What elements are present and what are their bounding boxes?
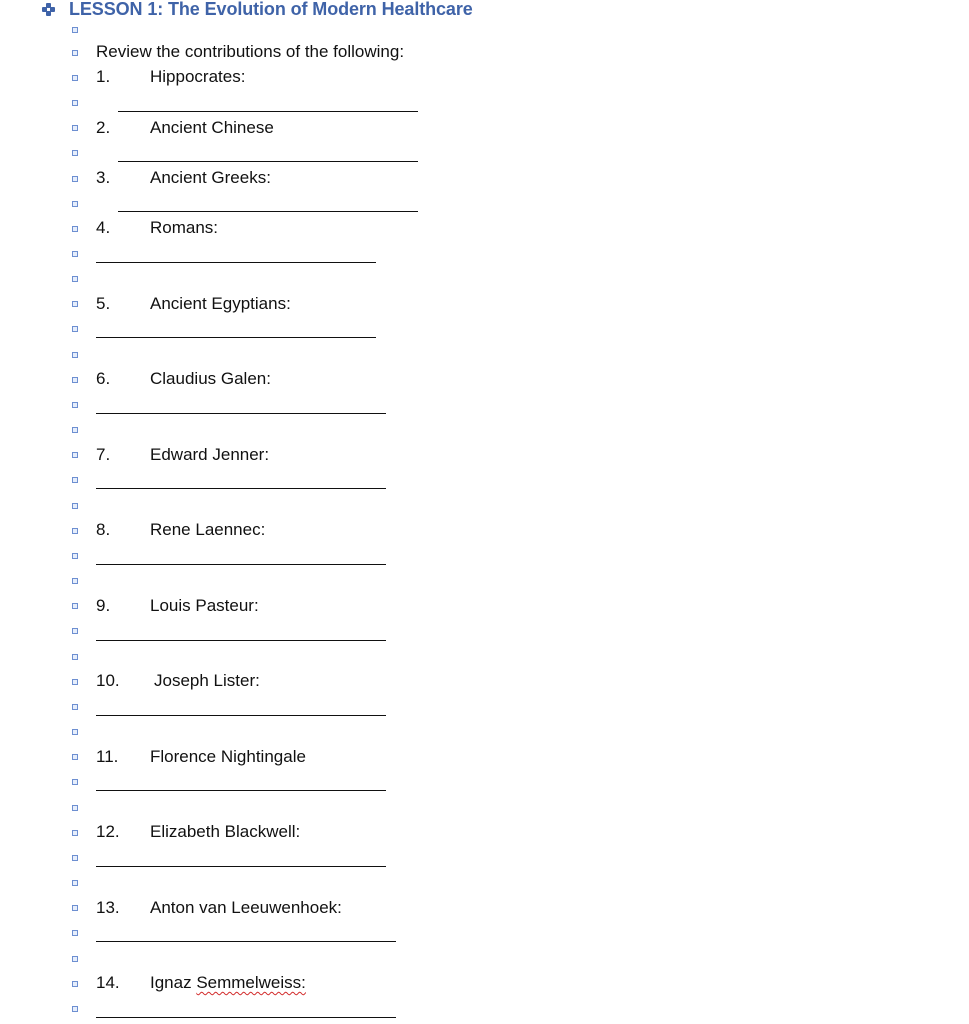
bullet-square-icon [72, 1006, 78, 1012]
item-number: 6. [96, 369, 111, 388]
spelling-flagged-word[interactable]: Semmelweiss: [196, 973, 306, 992]
answer-line[interactable] [96, 941, 396, 942]
bullet-square-icon [72, 301, 78, 307]
plus-icon[interactable] [42, 3, 55, 16]
item-label: Anton van Leeuwenhoek: [150, 898, 342, 917]
bullet-square-icon [72, 956, 78, 962]
item-label-prefix: Ignaz [150, 973, 197, 992]
instruction-text: Review the contributions of the following: [96, 42, 405, 61]
bullet-square-icon [72, 402, 78, 408]
bullet-square-icon [72, 427, 78, 433]
item-label: Claudius Galen: [150, 369, 271, 388]
bullet-square-icon [72, 377, 78, 383]
answer-line[interactable] [118, 111, 418, 112]
answer-line[interactable] [96, 866, 386, 867]
answer-line[interactable] [96, 715, 386, 716]
item-number: 8. [96, 520, 111, 539]
bullet-square-icon [72, 150, 78, 156]
bullet-square-icon [72, 880, 78, 886]
answer-line[interactable] [96, 790, 386, 791]
answer-line[interactable] [96, 1017, 396, 1018]
bullet-square-icon [72, 654, 78, 660]
bullet-square-icon [72, 352, 78, 358]
answer-line[interactable] [96, 640, 386, 641]
lesson-heading [42, 0, 473, 21]
answer-line[interactable] [96, 488, 386, 489]
answer-line[interactable] [118, 161, 418, 162]
bullet-square-icon [72, 855, 78, 861]
bullet-square-icon [72, 704, 78, 710]
answer-line[interactable] [96, 564, 386, 565]
bullet-square-icon [72, 251, 78, 257]
bullet-square-icon [72, 50, 78, 56]
item-number: 14. [96, 973, 120, 992]
lesson-title: LESSON 1: The Evolution of Modern Healthcare [69, 0, 473, 19]
item-label: Romans: [150, 218, 219, 237]
item-label: Florence Nightingale [150, 747, 306, 766]
answer-line[interactable] [118, 211, 418, 212]
item-number: 11. [96, 747, 119, 766]
item-label: Elizabeth Blackwell: [150, 822, 301, 841]
item-label: Joseph Lister: [154, 671, 260, 690]
answer-line[interactable] [96, 413, 386, 414]
item-number: 4. [96, 218, 111, 237]
item-label: Ancient Egyptians: [150, 294, 291, 313]
bullet-square-icon [72, 226, 78, 232]
bullet-square-icon [72, 477, 78, 483]
bullet-square-icon [72, 905, 78, 911]
answer-line[interactable] [96, 262, 376, 263]
item-number: 2. [96, 118, 111, 137]
bullet-square-icon [72, 201, 78, 207]
bullet-square-icon [72, 679, 78, 685]
bullet-square-icon [72, 553, 78, 559]
item-number: 5. [96, 294, 111, 313]
bullet-square-icon [72, 27, 78, 33]
bullet-square-icon [72, 981, 78, 987]
bullet-square-icon [72, 779, 78, 785]
bullet-square-icon [72, 805, 78, 811]
item-label: Ancient Greeks: [150, 168, 271, 187]
item-label: Rene Laennec: [150, 520, 266, 539]
bullet-square-icon [72, 603, 78, 609]
bullet-square-icon [72, 628, 78, 634]
bullet-square-icon [72, 326, 78, 332]
bullet-square-icon [72, 125, 78, 131]
bullet-square-icon [72, 729, 78, 735]
answer-line[interactable] [96, 337, 376, 338]
item-label: Hippocrates: [150, 67, 246, 86]
item-label: Ancient Chinese [150, 118, 274, 137]
item-number: 12. [96, 822, 120, 841]
bullet-square-icon [72, 75, 78, 81]
bullet-square-icon [72, 754, 78, 760]
item-number: 9. [96, 596, 111, 615]
item-label [150, 973, 306, 993]
bullet-square-icon [72, 452, 78, 458]
bullet-square-icon [72, 176, 78, 182]
item-number: 1. [96, 67, 111, 86]
item-number: 3. [96, 168, 111, 187]
item-label: Louis Pasteur: [150, 596, 259, 615]
bullet-square-icon [72, 930, 78, 936]
bullet-square-icon [72, 276, 78, 282]
bullet-square-icon [72, 528, 78, 534]
item-number: 7. [96, 445, 111, 464]
bullet-square-icon [72, 100, 78, 106]
bullet-square-icon [72, 578, 78, 584]
bullet-square-icon [72, 830, 78, 836]
item-number: 13. [96, 898, 120, 917]
item-label: Edward Jenner: [150, 445, 270, 464]
item-number: 10. [96, 671, 120, 690]
bullet-square-icon [72, 503, 78, 509]
